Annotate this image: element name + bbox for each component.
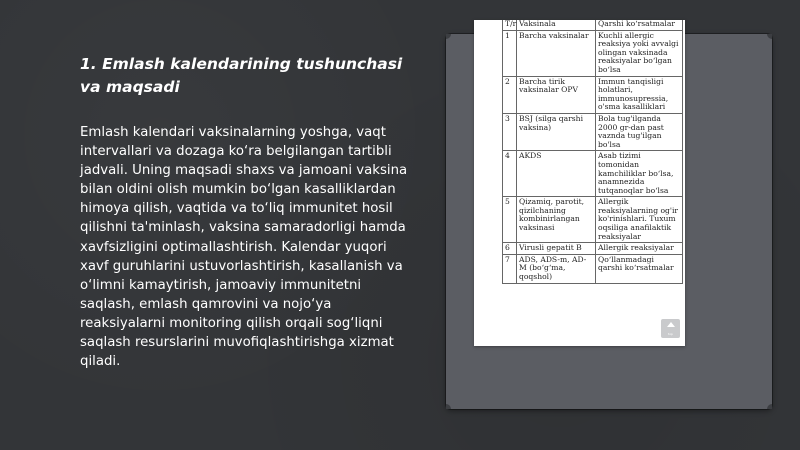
document-image <box>474 20 685 346</box>
table-header-row <box>503 20 683 30</box>
row-num: 5 <box>503 197 517 243</box>
panel-corner-bottom-right <box>767 404 772 409</box>
row-num: 7 <box>503 254 517 283</box>
slide-body-text: Emlash kalendari vaksinalarning yoshga, vaqt intervallari va dozaga ko‘ra belgilangan tartibli jadvali. Uning maqsadi shaxs va jamoani vaksina bilan oldini olish mumkin bo‘lgan kasalliklardan himoya qilish, vaqtida va to‘liq immunitet hosil qilishni ta'minlash, vaksina samaradorligi hamda xavfsizligini optimallashtirish. Kalendar yuqori xavf guruhlarini ustuvorlashtirish, kasallanish va o‘limni kamaytirish, jamoaviy immunitetni saqlash, emlash qamrovini va nojo‘ya reaksiyalarni monitoring qilish orqali sog‘liqni saqlash resurslarini muvofiqlashtirishga xizmat qiladi. <box>80 125 408 370</box>
table-row <box>503 197 683 243</box>
header-vaccine: Vaksinala <box>517 20 596 30</box>
row-contraindication: Bola tug'ilganda 2000 gr-dan past vaznda tug'ilgan bo'lsa <box>596 113 683 150</box>
table-row <box>503 113 683 150</box>
slide-title: 1. Emlash kalendarining tushunchasi va maqsadi <box>80 55 403 96</box>
table-row <box>503 76 683 113</box>
row-contraindication: Allergik reaksiyalarning og'ir ko'rinishlari. Tuxum oqsiliga anafilaktik reaksiyalar <box>596 197 683 243</box>
contraindications-table <box>502 20 683 284</box>
row-vaccine: AKDS <box>517 151 596 197</box>
row-vaccine: Barcha tirik vaksinalar OPV <box>517 76 596 113</box>
row-num: 6 <box>503 243 517 255</box>
row-contraindication: Kuchli allergic reaksiya yoki avvalgi olingan vaksinada reaksiyalar bo‘lgan bo‘lsa <box>596 30 683 76</box>
scroll-to-top-button[interactable] <box>661 319 680 338</box>
row-contraindication: Qo‘llanmadagi qarshi ko‘rsatmalar <box>596 254 683 283</box>
panel-corner-top-right <box>767 34 772 39</box>
row-vaccine: Barcha vaksinalar <box>517 30 596 76</box>
row-contraindication: Asab tizimi tomonidan kamchiliklar bo‘lsa, anamnezida tutqanoqlar bo‘lsa <box>596 151 683 197</box>
row-num: 3 <box>503 113 517 150</box>
row-num: 2 <box>503 76 517 113</box>
row-num: 1 <box>503 30 517 76</box>
panel-corner-bottom-left <box>446 404 451 409</box>
table-row <box>503 254 683 283</box>
row-vaccine: ADS, ADS-m, AD-M (bo‘g‘ma, qoqshol) <box>517 254 596 283</box>
table-row <box>503 151 683 197</box>
header-num: T/r <box>503 20 517 30</box>
table-row <box>503 30 683 76</box>
arrow-up-icon <box>667 322 675 327</box>
table-row <box>503 243 683 255</box>
row-vaccine: Virusli gepatit B <box>517 243 596 255</box>
row-contraindication: Immun tanqisligi holatlari, immunosupressia, o'sma kasalliklari <box>596 76 683 113</box>
row-vaccine: Qizamiq, parotit, qizilchaning kombinirlangan vaksinasi <box>517 197 596 243</box>
row-vaccine: BSJ (silga qarshi vaksina) <box>517 113 596 150</box>
header-contraindications: Qarshi ko‘rsatmalar <box>596 20 683 30</box>
panel-corner-top-left <box>446 34 451 39</box>
scroll-to-top-label: top <box>668 332 673 336</box>
row-num: 4 <box>503 151 517 197</box>
row-contraindication: Allergik reaksiyalar <box>596 243 683 255</box>
